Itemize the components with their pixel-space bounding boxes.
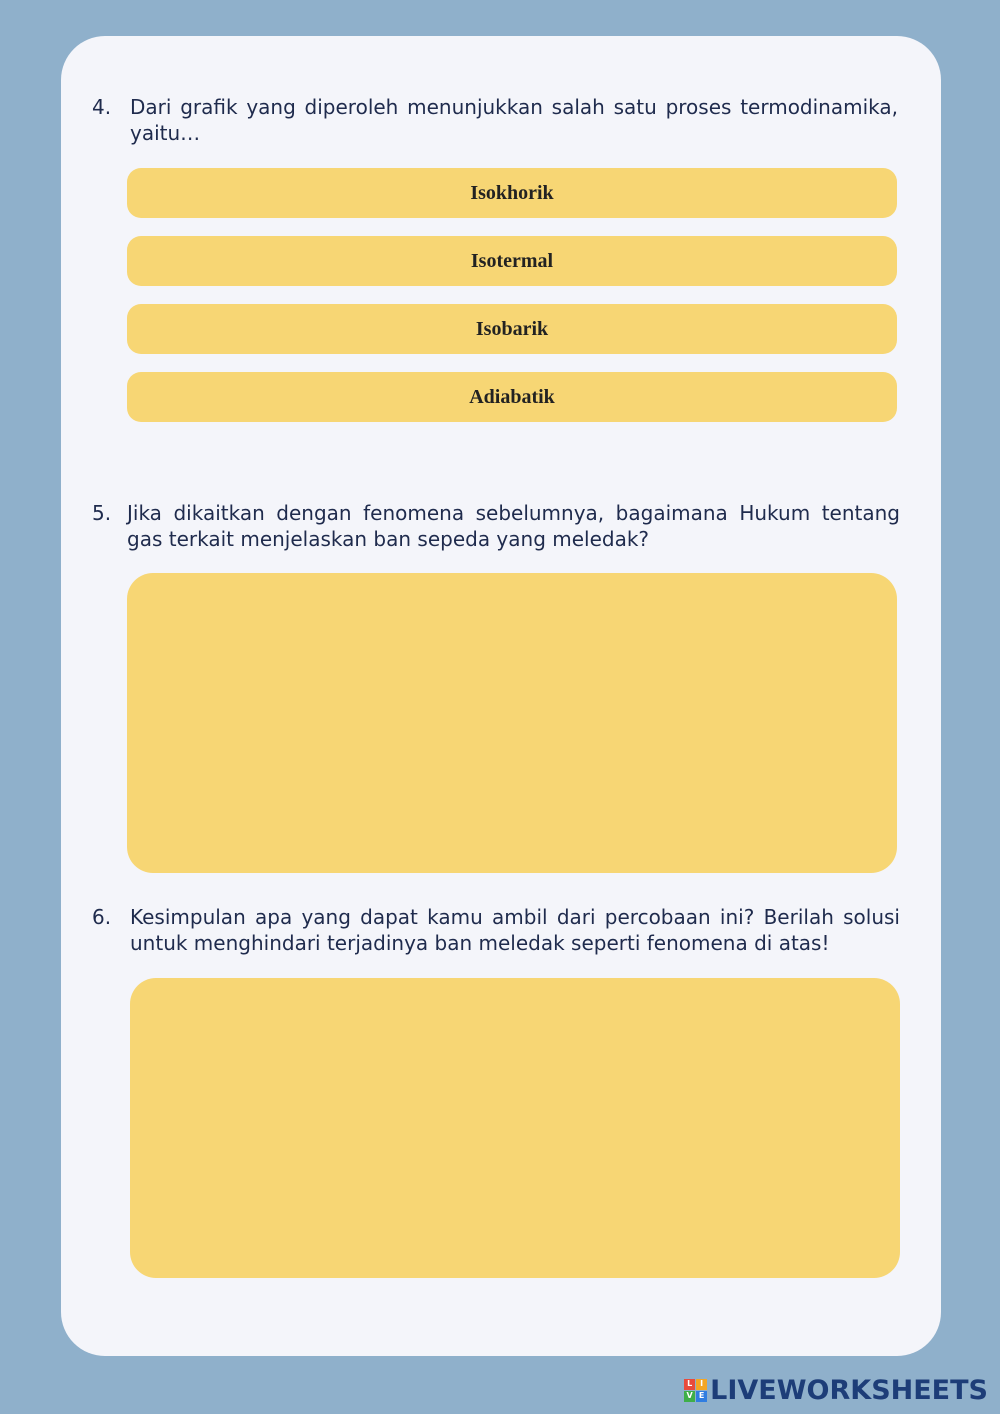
question-text: Dari grafik yang diperoleh menunjukkan salah satu proses termodinamika, yaitu… <box>130 95 898 145</box>
brand-name: LIVEWORKSHEETS <box>710 1374 988 1406</box>
question-4 <box>92 94 898 146</box>
question-number: 5. <box>92 501 112 525</box>
liveworksheets-logo-icon <box>684 1379 707 1402</box>
option-isokhorik[interactable] <box>127 168 897 218</box>
option-isotermal[interactable] <box>127 236 897 286</box>
question-6 <box>92 904 900 956</box>
logo-letter: E <box>696 1391 707 1402</box>
liveworksheets-brand[interactable] <box>684 1374 988 1406</box>
question-number: 6. <box>92 905 112 929</box>
option-label: Isobarik <box>475 317 549 340</box>
option-label: Adiabatik <box>469 385 555 408</box>
logo-letter: V <box>684 1391 695 1402</box>
option-adiabatik[interactable] <box>127 372 897 422</box>
answer-box-6[interactable] <box>130 978 900 1278</box>
question-number: 4. <box>92 95 112 119</box>
option-label: Isotermal <box>470 249 554 272</box>
option-isobarik[interactable] <box>127 304 897 354</box>
option-label: Isokhorik <box>470 181 554 204</box>
question-5 <box>92 500 900 552</box>
answer-box-5[interactable] <box>127 573 897 873</box>
question-text: Kesimpulan apa yang dapat kamu ambil dari percobaan ini? Berilah solusi untuk menghindari terjadinya ban meledak seperti fenomena di atas! <box>130 905 900 955</box>
logo-letter: I <box>696 1379 707 1390</box>
logo-letter: L <box>684 1379 695 1390</box>
question-text: Jika dikaitkan dengan fenomena sebelumnya, bagaimana Hukum tentang gas terkait menjelaskan ban sepeda yang meledak? <box>127 501 900 551</box>
